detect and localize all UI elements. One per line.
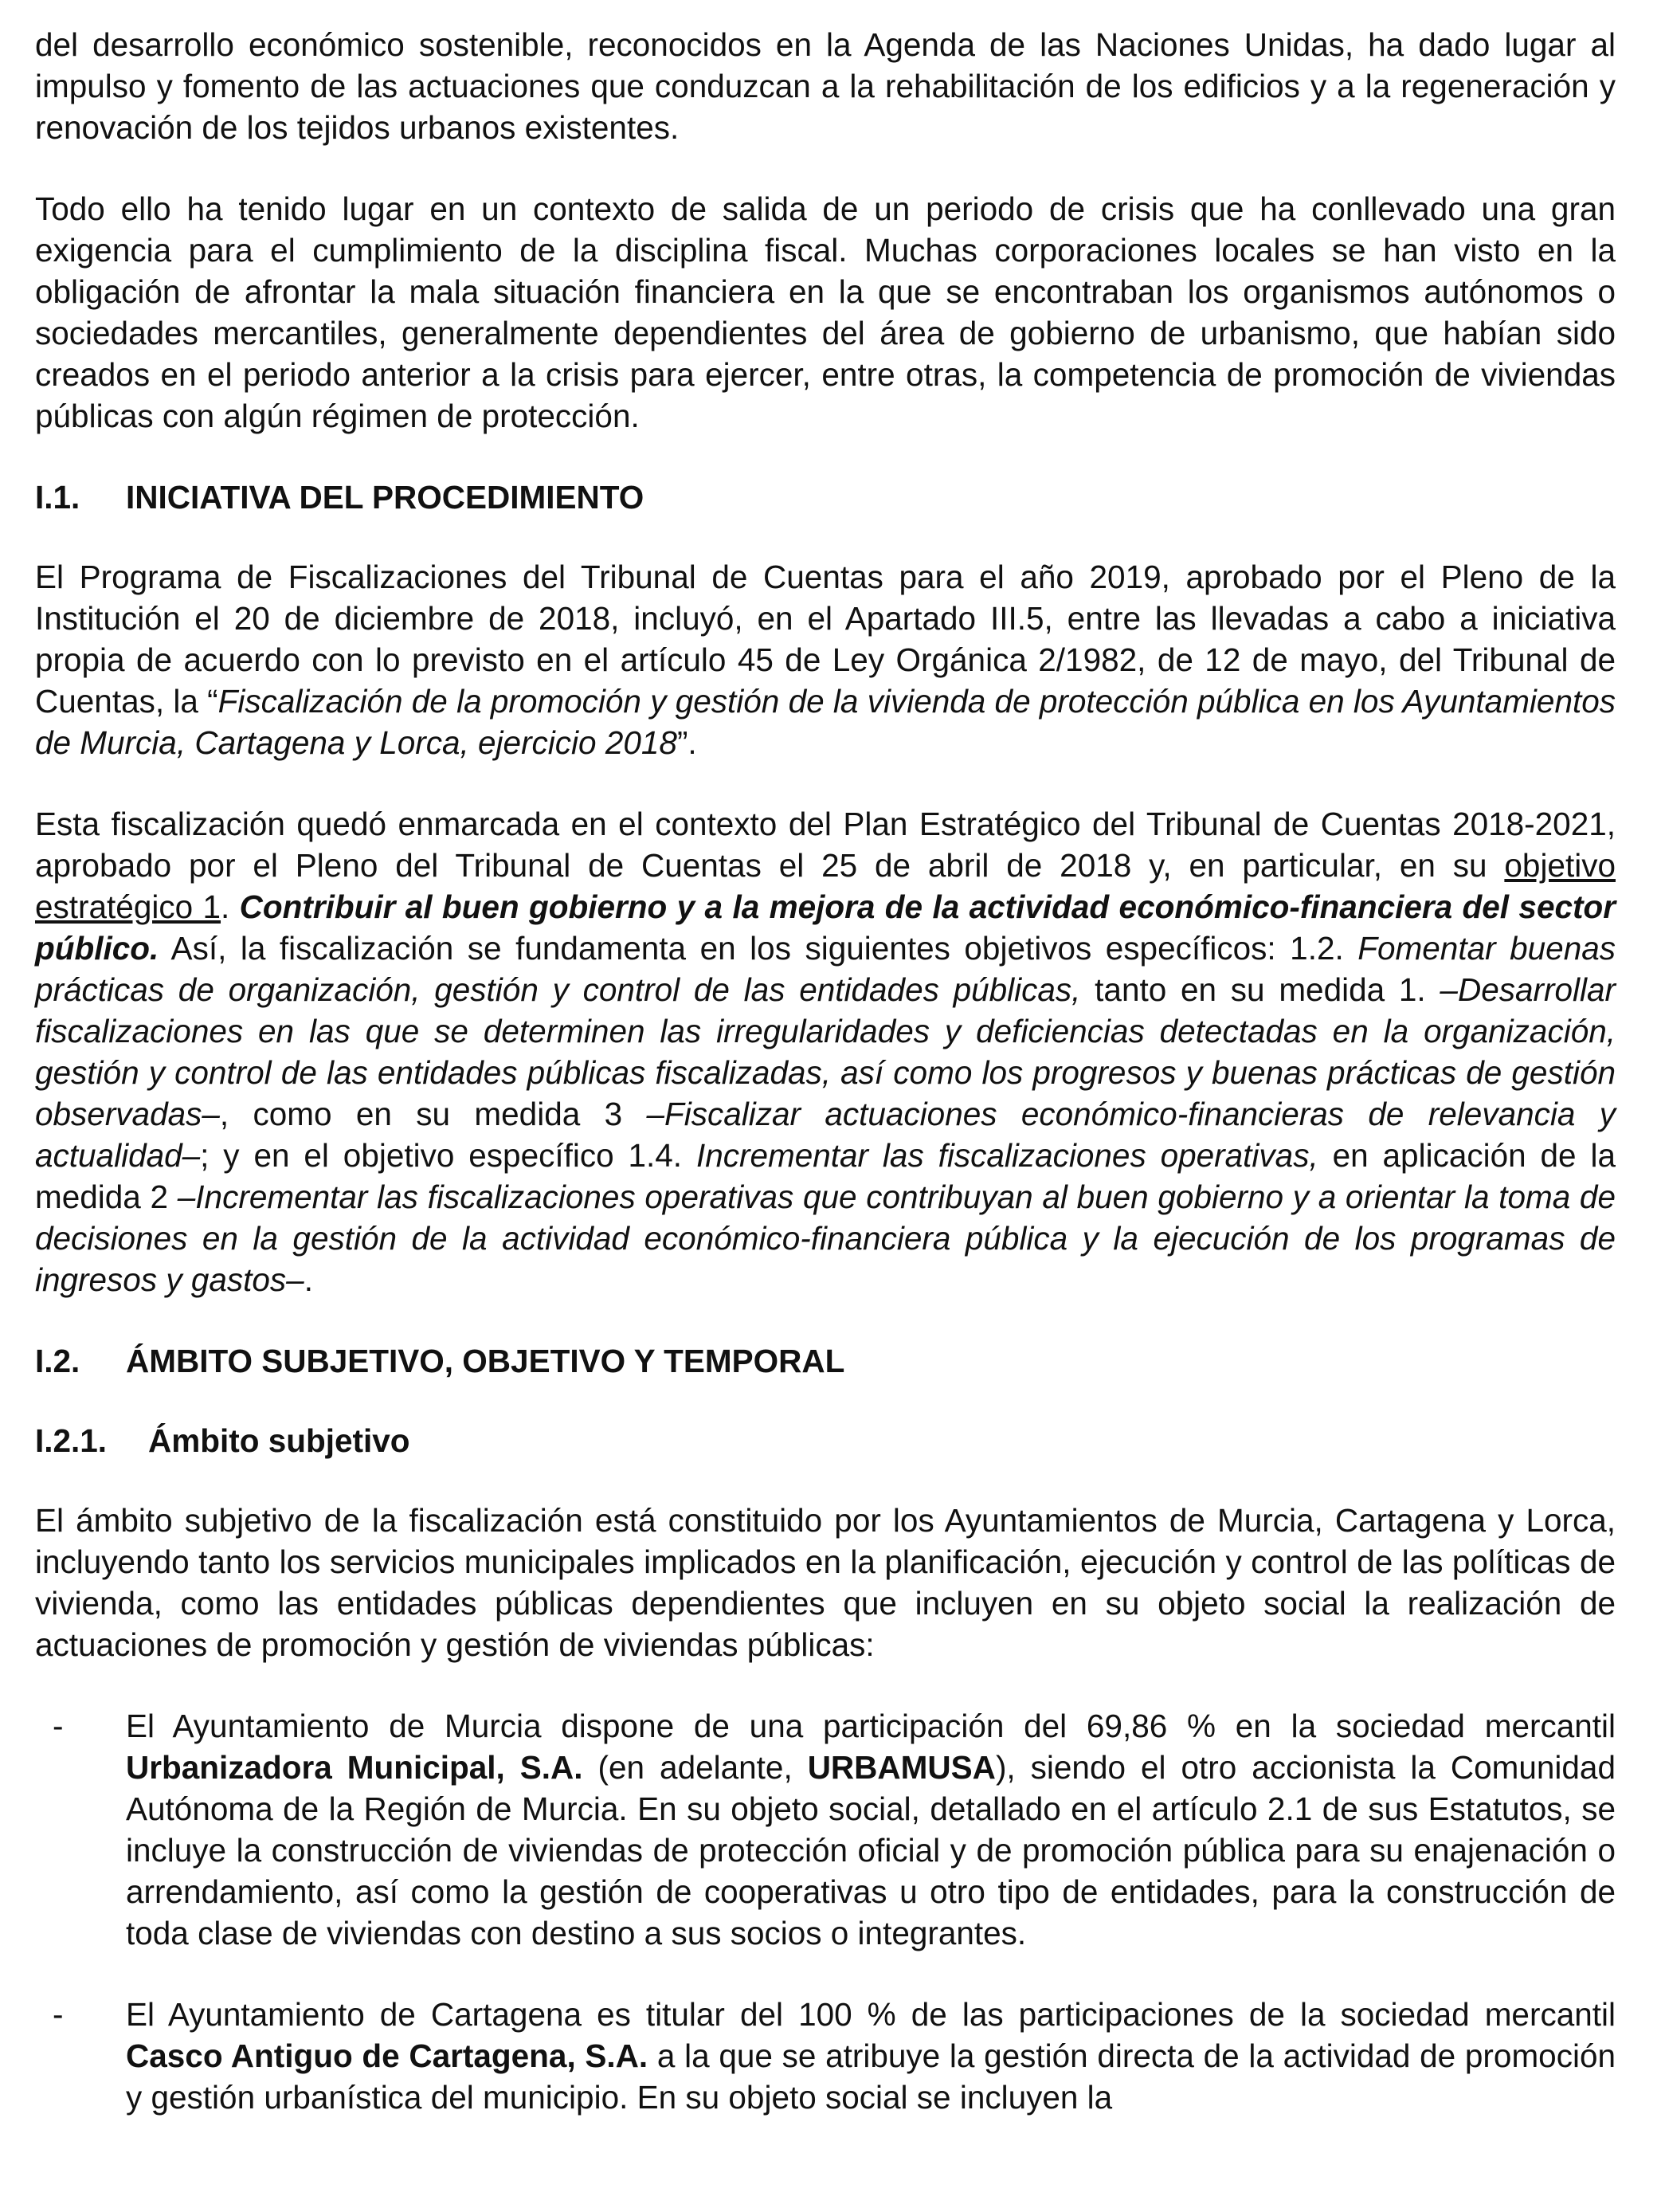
section-title: INICIATIVA DEL PROCEDIMIENTO [126, 479, 644, 516]
bullet-dash: - [53, 1708, 64, 1744]
subsection-number: I.2.1. [35, 1422, 108, 1459]
objetivo-bold-italic: Contribuir al buen gobierno y a la mejora de la actividad económico-financiera del sector público. [35, 888, 1616, 967]
section-heading-iniciativa [35, 477, 1616, 518]
subsection-heading-ambito-subjetivo [35, 1420, 1616, 1461]
fiscalizacion-title: Fiscalización de la promoción y gestión de la vivienda de protección pública en los Ayuntamientos de Murcia, Cartagena y Lorca, ejercicio 2018 [35, 683, 1616, 761]
document-page [35, 24, 1616, 2118]
section-number: I.2. [35, 1343, 80, 1379]
section-title: ÁMBITO SUBJETIVO, OBJETIVO Y TEMPORAL [126, 1343, 845, 1379]
section-number: I.1. [35, 479, 80, 516]
paragraph-plan-estrategico: Esta fiscalización quedó enmarcada en el contexto del Plan Estratégico del Tribunal de Cuentas 2018-2021, aprobado por el Pleno del Tribunal de Cuentas el 25 de abril de 2018 y, en particular, en su objetivo estratégico 1. Contribuir al buen gobierno y a la mejora de la actividad económico-financiera del sector público. Así, la fiscalización se fundamenta en los siguientes objetivos específicos: 1.2. Fomentar buenas prácticas de organización, gestión y control de las entidades públicas, tanto en su medida 1. –Desarrollar fiscalizaciones en las que se determinen las irregularidades y deficiencias detectadas en la organización, gestión y control de las entidades públicas fiscalizadas, así como los progresos y buenas prácticas de gestión observadas–, como en su medida 3 –Fiscalizar actuaciones económico-financieras de relevancia y actualidad–; y en el objetivo específico 1.4. Incrementar las fiscalizaciones operativas, en aplicación de la medida 2 –Incrementar las fiscalizaciones operativas que contribuyan al buen gobierno y a orientar la toma de decisiones en la gestión de la actividad económico-financiera pública y la ejecución de los programas de ingresos y gastos–. [35, 806, 1616, 1298]
list-item-cartagena: - El Ayuntamiento de Cartagena es titular del 100 % de las participaciones de la sociedad mercantil Casco Antiguo de Cartagena, S.A. a la que se atribuye la gestión directa de la actividad de promoción y gestión urbanística del municipio. En su objeto social se incluyen la [35, 1994, 1616, 2118]
objetivo-estrategico-link: objetivo estratégico 1 [35, 847, 1616, 925]
paragraph-agenda: del desarrollo económico sostenible, reconocidos en la Agenda de las Naciones Unidas, ha dado lugar al impulso y fomento de las actuaciones que conduzcan a la rehabilitación de los edificios y a la regeneración y renovación de los tejidos urbanos existentes. [35, 26, 1616, 146]
paragraph-ambito-subjetivo: El ámbito subjetivo de la fiscalización está constituido por los Ayuntamientos de Murcia, Cartagena y Lorca, incluyendo tanto los servicios municipales implicados en la planificación, ejecución y control de las políticas de vivienda, como las entidades públicas dependientes que incluyen en su objeto social la realización de actuaciones de promoción y gestión de viviendas públicas: [35, 1502, 1616, 1663]
bullet-dash: - [53, 1996, 64, 2033]
section-heading-ambito [35, 1340, 1616, 1382]
paragraph-crisis-context: Todo ello ha tenido lugar en un contexto de salida de un periodo de crisis que ha conllevado una gran exigencia para el cumplimiento de la disciplina fiscal. Muchas corporaciones locales se han visto en la obligación de afrontar la mala situación financiera en la que se encontraban los organismos autónomos o sociedades mercantiles, generalmente dependientes del área de gobierno de urbanismo, que habían sido creados en el periodo anterior a la crisis para ejercer, entre otras, la competencia de promoción de viviendas públicas con algún régimen de protección. [35, 190, 1616, 434]
list-item-murcia: - El Ayuntamiento de Murcia dispone de una participación del 69,86 % en la sociedad mercantil Urbanizadora Municipal, S.A. (en adelante, URBAMUSA), siendo el otro accionista la Comunidad Autónoma de la Región de Murcia. En su objeto social, detallado en el artículo 2.1 de sus Estatutos, se incluye la construcción de viviendas de protección oficial y de promoción pública para su enajenación o arrendamiento, así como la gestión de cooperativas u otro tipo de entidades, para la construcción de toda clase de viviendas con destino a sus socios o integrantes. [35, 1705, 1616, 1954]
subsection-title: Ámbito subjetivo [148, 1422, 410, 1459]
paragraph-programa-fiscalizaciones: El Programa de Fiscalizaciones del Tribunal de Cuentas para el año 2019, aprobado por el Pleno de la Institución el 20 de diciembre de 2018, incluyó, en el Apartado III.5, entre las llevadas a cabo a iniciativa propia de acuerdo con lo previsto en el artículo 45 de Ley Orgánica 2/1982, de 12 de mayo, del Tribunal de Cuentas, la “Fiscalización de la promoción y gestión de la vivienda de protección pública en los Ayuntamientos de Murcia, Cartagena y Lorca, ejercicio 2018”. [35, 559, 1616, 761]
